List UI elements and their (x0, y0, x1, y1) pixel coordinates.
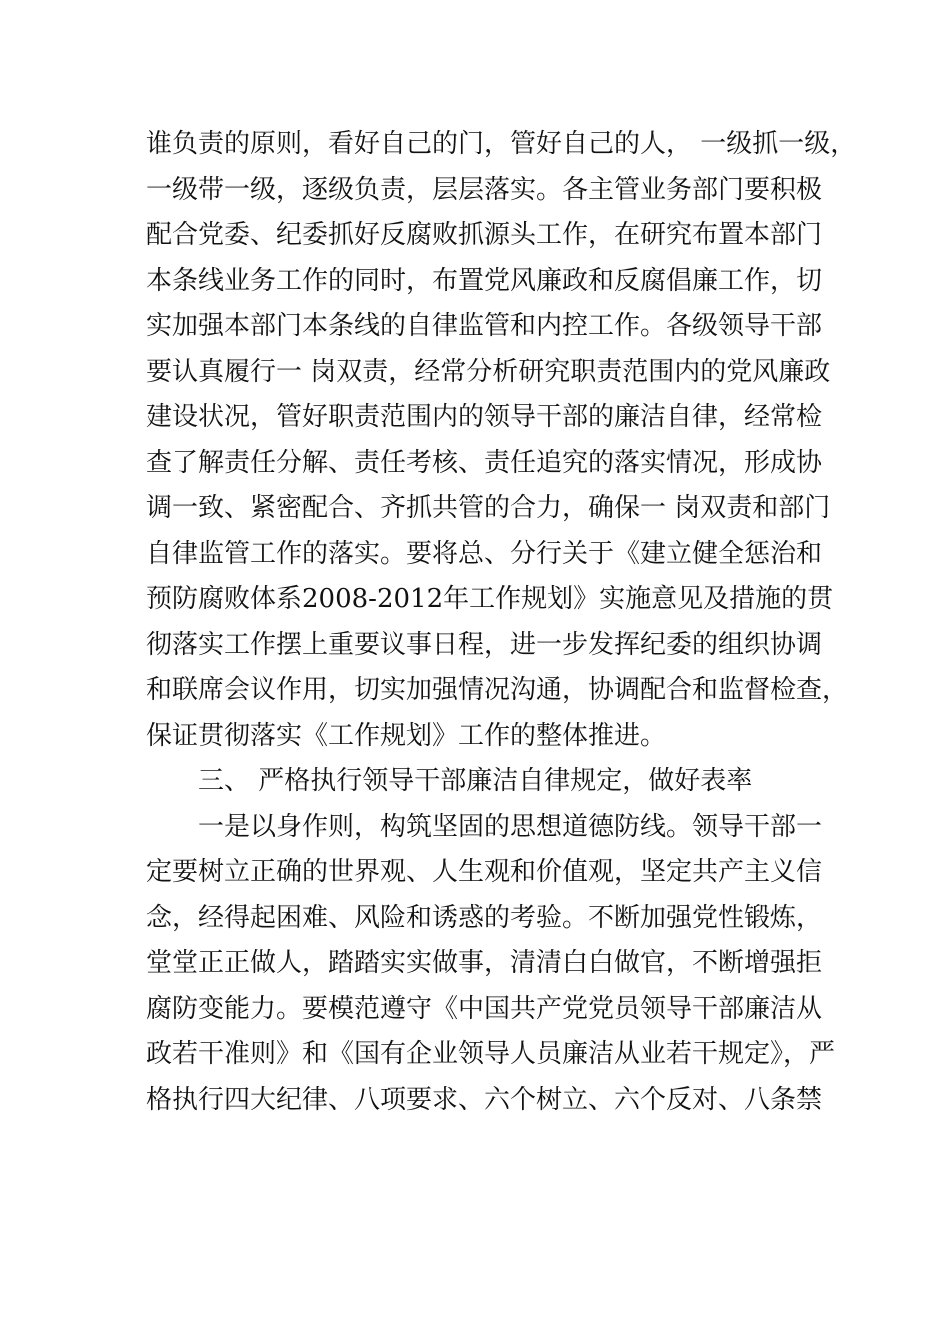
body-line: 本条线业务工作的同时，布置党风廉政和反腐倡廉工作，切 (146, 265, 823, 296)
body-line: 配合党委、纪委抓好反腐败抓源头工作，在研究布置本部门 (146, 220, 823, 250)
body-line: 一是以身作则，构筑坚固的思想道德防线。领导干部一 (198, 811, 823, 842)
body-line: 自律监管工作的落实。要将总、分行关于《建立健全惩治和 (146, 538, 823, 569)
body-line: 政若干准则》和《国有企业领导人员廉洁从业若干规定》，严 (146, 1039, 836, 1069)
body-line: 定要树立正确的世界观、人生观和价值观，坚定共产主义信 (146, 857, 823, 887)
body-line: 调一致、紧密配合、齐抓共管的合力，确保一 岗双责和部门 (146, 493, 831, 523)
body-line: 实加强本部门本条线的自律监管和内控工作。各级领导干部 (146, 311, 823, 341)
body-line: 念，经得起困难、风险和诱惑的考验。不断加强党性锻炼， (146, 902, 823, 933)
body-line: 堂堂正正做人，踏踏实实做事，清清白白做官，不断增强拒 (146, 948, 823, 978)
body-line: 保证贯彻落实《工作规划》工作的整体推进。 (146, 720, 667, 751)
body-line: 谁负责的原则，看好自己的门，管好自己的人， 一级抓一级， (146, 129, 857, 159)
section-heading: 三、 严格执行领导干部廉洁自律规定，做好表率 (198, 766, 753, 796)
document-body (146, 122, 857, 1123)
body-line: 建设状况，管好职责范围内的领导干部的廉洁自律，经常检 (146, 402, 823, 432)
body-line: 要认真履行一 岗双责，经常分析研究职责范围内的党风廉政 (146, 356, 831, 387)
body-line: 腐防变能力。要模范遵守《中国共产党党员领导干部廉洁从 (146, 993, 823, 1024)
body-line: 格执行四大纪律、八项要求、六个树立、六个反对、八条禁 (146, 1084, 823, 1115)
body-line: 彻落实工作摆上重要议事日程，进一步发挥纪委的组织协调 (146, 629, 823, 660)
body-line: 预防腐败体系2008-2012年工作规划》实施意见及措施的贯 (146, 584, 834, 614)
body-line: 查了解责任分解、责任考核、责任追究的落实情况，形成协 (146, 447, 823, 478)
body-line: 一级带一级，逐级负责，层层落实。各主管业务部门要积极 (146, 174, 823, 205)
body-line: 和联席会议作用，切实加强情况沟通，协调配合和监督检查， (146, 675, 849, 705)
